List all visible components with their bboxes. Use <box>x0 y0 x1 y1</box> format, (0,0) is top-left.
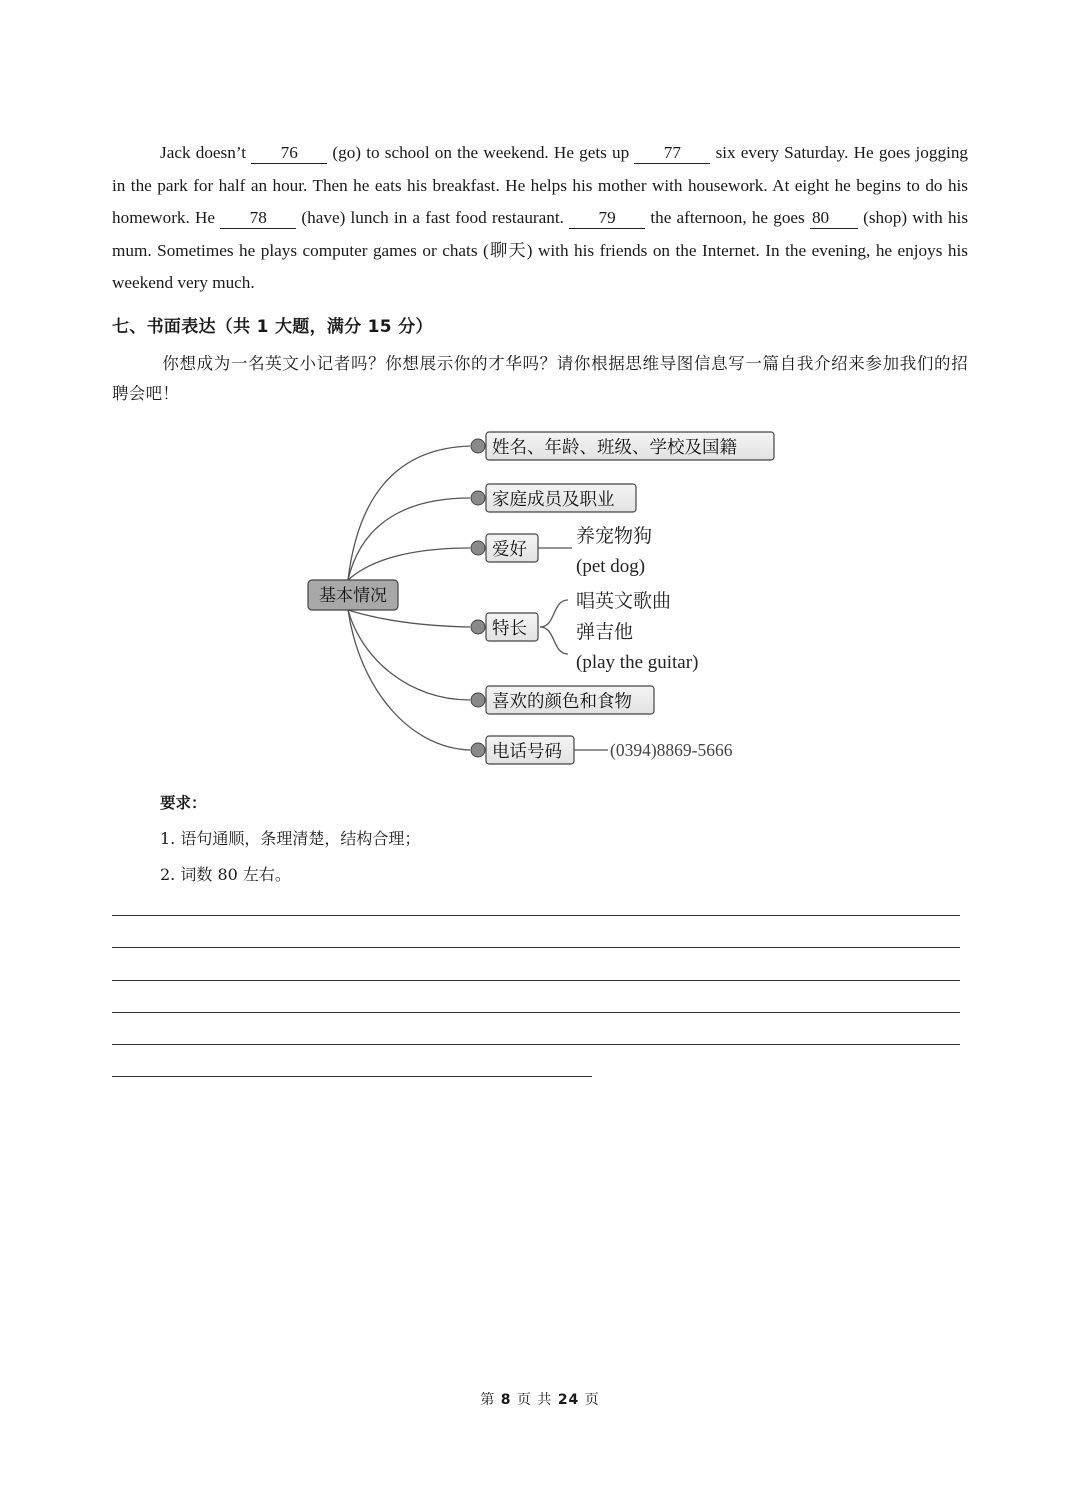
requirement-1: 1. 语句通顺，条理清楚，结构合理； <box>160 829 421 848</box>
branch-6-label: 电话号码 <box>492 742 562 762</box>
section-intro <box>112 349 968 409</box>
branch-1-label: 姓名、年龄、班级、学校及国籍 <box>492 438 737 458</box>
hobby-note-en: (pet dog) <box>576 556 646 577</box>
cloze-text-5: the afternoon, he goes <box>650 208 805 227</box>
cloze-text-2: (go) to school on the weekend. He gets up <box>332 143 630 162</box>
branch-1 <box>471 432 774 460</box>
connector-3 <box>348 548 470 580</box>
writing-line-1[interactable] <box>112 915 960 916</box>
cloze-passage <box>112 137 968 300</box>
hobby-note-cn: 养宠物狗 <box>576 525 653 547</box>
branch-2 <box>471 484 636 512</box>
connector-4 <box>348 610 470 627</box>
intro-text: 你想成为一名英文小记者吗？你想展示你的才华吗？请你根据思维导图信息写一篇自我介绍来参加我们的招聘会吧！ <box>112 354 968 403</box>
footer-total-pages: 24 <box>557 1392 580 1408</box>
cloze-text-6: (shop) with his mum. Sometimes he plays computer games or chats (聊天) with his friends on the Internet. In the evening, he enjoys his weekend very much. <box>112 208 969 292</box>
blank-77[interactable]: 77 <box>634 143 710 164</box>
connector-5 <box>348 610 470 700</box>
branch-5-label: 喜欢的颜色和食物 <box>492 692 632 712</box>
requirement-2: 2. 词数 80 左右。 <box>160 865 291 884</box>
cloze-text-1: Jack doesn’t <box>160 143 247 162</box>
skill-note-2: 弹吉他 <box>576 621 634 643</box>
center-node <box>308 580 398 610</box>
blank-76[interactable]: 76 <box>251 143 327 164</box>
section-heading: 七、书面表达（共 1 大题，满分 15 分） <box>112 317 433 337</box>
center-label: 基本情况 <box>319 586 387 606</box>
skill-note-1: 唱英文歌曲 <box>576 590 672 612</box>
writing-line-4[interactable] <box>112 1012 960 1013</box>
connector-1 <box>348 446 470 580</box>
skill-note-3: (play the guitar) <box>576 652 699 673</box>
branch-5 <box>471 686 654 714</box>
mind-map <box>300 420 780 780</box>
blank-80[interactable]: 80 <box>810 208 858 229</box>
footer-page-number: 8 <box>500 1392 512 1408</box>
blank-79[interactable]: 79 <box>569 208 645 229</box>
branch-3-label: 爱好 <box>492 540 527 560</box>
writing-line-6[interactable] <box>112 1076 592 1077</box>
phone-number: (0394)8869-5666 <box>610 740 733 760</box>
footer-middle: 页 共 <box>516 1392 553 1408</box>
connector-6 <box>348 610 470 750</box>
branch-6 <box>471 736 733 764</box>
requirements-title: 要求： <box>160 794 207 812</box>
page-footer <box>0 1389 1080 1409</box>
cloze-text-4: (have) lunch in a fast food restaurant. <box>301 208 564 227</box>
writing-line-2[interactable] <box>112 947 960 948</box>
writing-line-3[interactable] <box>112 980 960 981</box>
branch-3 <box>471 525 652 577</box>
branch-4 <box>471 590 698 673</box>
branch-4-label: 特长 <box>492 619 527 639</box>
footer-prefix: 第 <box>480 1392 496 1408</box>
branch-2-label: 家庭成员及职业 <box>492 490 615 510</box>
cloze-text-3: six every Saturday. He goes jogging in the park for half an hour. Then he eats his breakfast. He helps his mother with housework. At eight he begins to do his homework. He <box>112 143 969 227</box>
footer-suffix: 页 <box>584 1392 600 1408</box>
blank-78[interactable]: 78 <box>220 208 296 229</box>
writing-line-5[interactable] <box>112 1044 960 1045</box>
